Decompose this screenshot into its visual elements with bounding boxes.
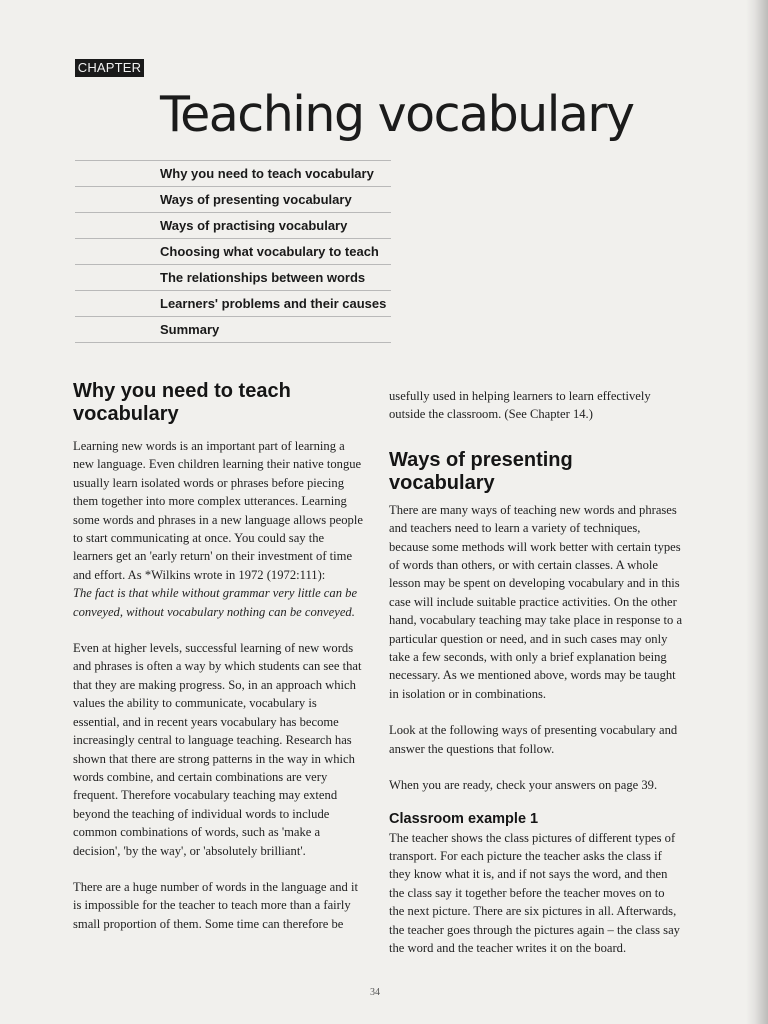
toc-item-label: Learners' problems and their causes bbox=[160, 296, 387, 311]
toc-item bbox=[75, 290, 391, 316]
right-column bbox=[389, 387, 683, 957]
toc-item-label: Summary bbox=[160, 322, 220, 337]
chapter-label: CHAPTER bbox=[75, 59, 144, 77]
chapter-contents bbox=[75, 160, 391, 343]
paragraph: Learning new words is an important part of learning a new language. Even children learning their native tongue usually learn isolated words or phrases before piecing them together into more complex utterances. Learning some words and phrases in a new language allows people to start communicating at once. You could say the learners get an 'early return' on their investment of time and effort. As *Wilkins wrote in 1972 (1972:111): bbox=[73, 439, 363, 582]
paragraph: Look at the following ways of presenting vocabulary and answer the questions that follow. bbox=[389, 723, 678, 756]
paragraph: usefully used in helping learners to learn effectively outside the classroom. (See Chapter 14.) bbox=[389, 389, 651, 422]
quote: The fact is that while without grammar very little can be conveyed, without vocabulary nothing can be conveyed. bbox=[73, 586, 358, 619]
example-heading: Classroom example 1 bbox=[389, 810, 539, 827]
toc-item-label: The relationships between words bbox=[160, 270, 366, 285]
toc-item bbox=[75, 212, 391, 238]
toc-divider bbox=[75, 342, 391, 343]
section-heading-why: Why you need to teach vocabulary bbox=[73, 380, 291, 425]
toc-item bbox=[75, 160, 391, 186]
toc-item bbox=[75, 316, 391, 342]
toc-item bbox=[75, 186, 391, 212]
toc-item-label: Ways of practising vocabulary bbox=[160, 218, 348, 233]
toc-item-label: Ways of presenting vocabulary bbox=[160, 192, 352, 207]
left-column bbox=[73, 380, 365, 933]
example-paragraph: The teacher shows the class pictures of different types of transport. For each picture the teacher asks the class if they know what it is, and if not says the word, and then the class say it together before the teacher moves on to the next picture. There are six pictures in all. Afterwards, the teacher goes through the pictures again – the class say the word and the teacher writes it on the board. bbox=[389, 830, 680, 955]
page-title: Teaching vocabulary bbox=[160, 86, 634, 143]
page-edge-shadow bbox=[746, 0, 768, 1024]
toc-item bbox=[75, 264, 391, 290]
paragraph: Even at higher levels, successful learning of new words and phrases is often a way by which students can see that that they are making progress. So, in an approach which values the ability to communicate, vocabulary is essential, and in recent years vocabulary has become increasingly central to language teaching. Research has shown that there are strong patterns in the way in which words combine, and certain combinations are very frequent. Therefore vocabulary teaching may extend beyond the teaching of individual words to include common combinations of words, such as 'make a decision', 'by the way', or 'absolutely brilliant'. bbox=[73, 641, 362, 858]
section-heading-presenting: Ways of presenting vocabulary bbox=[389, 448, 573, 494]
paragraph: There are many ways of teaching new words and phrases and teachers need to learn a variety of techniques, because some methods will work better with certain types of words than others, or with certain classes. A whole lesson may be spent on developing vocabulary and in this case will include suitable practice activities. On the other hand, vocabulary teaching may take place in response to a particular question or need, and in such cases may only take a few seconds, with only a brief explanation being necessary. As we mentioned above, words may be taught in isolation or in combinations. bbox=[389, 502, 683, 701]
page-number: 34 bbox=[370, 987, 380, 998]
toc-item-label: Why you need to teach vocabulary bbox=[160, 166, 374, 181]
toc-item-label: Choosing what vocabulary to teach bbox=[160, 244, 379, 259]
paragraph: When you are ready, check your answers on page 39. bbox=[389, 778, 658, 793]
toc-item bbox=[75, 238, 391, 264]
paragraph: There are a huge number of words in the language and it is impossible for the teacher to teach more than a fairly small proportion of them. Some time can therefore be bbox=[73, 879, 359, 931]
